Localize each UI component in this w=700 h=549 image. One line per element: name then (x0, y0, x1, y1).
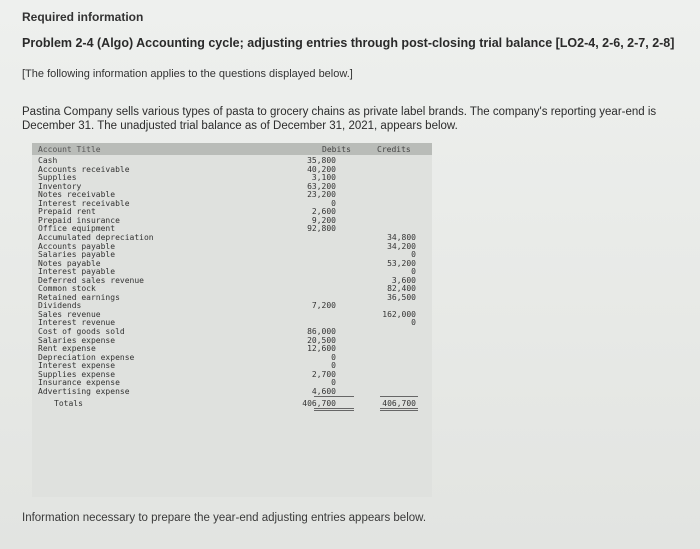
account-name: Deferred sales revenue (38, 275, 144, 285)
table-row (32, 336, 432, 345)
debit-amount: 20,500 (307, 335, 336, 345)
table-row (32, 327, 432, 336)
account-name: Accounts receivable (38, 164, 130, 174)
header-credits: Credits (377, 145, 411, 154)
credit-amount: 82,400 (387, 284, 416, 294)
table-row (32, 370, 432, 379)
debit-subtotal-rule (314, 396, 354, 397)
table-row (32, 361, 432, 370)
table-row (32, 216, 432, 225)
table-row (32, 267, 432, 276)
debit-amount: 0 (331, 378, 336, 388)
totals-label: Totals (54, 398, 83, 408)
credit-amount: 0 (411, 318, 416, 328)
table-row (32, 387, 432, 396)
account-name: Accumulated depreciation (38, 232, 154, 242)
account-name: Rent expense (38, 344, 96, 354)
account-name: Dividends (38, 301, 82, 311)
debit-amount: 86,000 (307, 327, 336, 336)
account-name: Supplies expense (38, 369, 116, 379)
totals-row (32, 399, 432, 408)
account-name: Interest payable (38, 267, 116, 277)
table-row (32, 242, 432, 251)
table-row (32, 199, 432, 208)
account-name: Common stock (38, 284, 96, 294)
debit-amount: 7,200 (311, 301, 336, 311)
account-name: Interest revenue (38, 318, 116, 328)
debit-amount: 63,200 (307, 181, 336, 191)
account-name: Advertising expense (38, 386, 130, 396)
account-name: Notes payable (38, 258, 101, 268)
table-row (32, 233, 432, 242)
table-row (32, 250, 432, 259)
info-note: [The following information applies to the questions displayed below.] (22, 68, 353, 80)
credit-total-double-rule (380, 410, 418, 411)
debit-amount: 2,700 (311, 369, 336, 379)
account-name: Sales revenue (38, 309, 101, 319)
total-debits: 406,700 (302, 398, 336, 408)
problem-title: Problem 2-4 (Algo) Accounting cycle; adjusting entries through post-closing trial balance [LO2-4, 2-6, 2-7, 2-8] (22, 36, 675, 50)
debit-amount: 2,600 (311, 207, 336, 217)
account-name: Office equipment (38, 224, 116, 234)
account-name: Salaries expense (38, 335, 116, 345)
debit-amount: 3,100 (311, 173, 336, 183)
credit-amount: 36,500 (387, 292, 416, 302)
debit-amount: 12,600 (307, 344, 336, 354)
table-row (32, 353, 432, 362)
credit-amount: 162,000 (382, 309, 416, 319)
debit-amount: 0 (331, 352, 336, 362)
credit-amount: 34,800 (387, 232, 416, 242)
table-row (32, 293, 432, 302)
debit-amount: 0 (331, 198, 336, 208)
debit-amount: 40,200 (307, 164, 336, 174)
credit-amount: 0 (411, 267, 416, 277)
credit-amount: 34,200 (387, 241, 416, 251)
table-row (32, 207, 432, 216)
account-name: Interest expense (38, 361, 116, 371)
credit-amount: 53,200 (387, 258, 416, 268)
trial-balance-header (32, 143, 432, 155)
table-row (32, 224, 432, 233)
account-name: Supplies (38, 173, 77, 183)
account-name: Prepaid insurance (38, 215, 120, 225)
account-name: Accounts payable (38, 241, 116, 251)
header-account-title: Account Title (38, 145, 101, 154)
header-debits: Debits (322, 145, 351, 154)
account-name: Cost of goods sold (38, 327, 125, 336)
account-name: Insurance expense (38, 378, 120, 388)
problem-intro: Pastina Company sells various types of pasta to grocery chains as private label brands. The company's reporting year-end is December 31. The unadjusted trial balance as of December 31, 2021, appears below. (22, 106, 657, 132)
account-name: Salaries payable (38, 250, 116, 260)
table-row (32, 173, 432, 182)
table-row (32, 310, 432, 319)
debit-total-double-rule (314, 410, 354, 411)
table-row (32, 190, 432, 199)
credit-amount: 3,600 (391, 275, 416, 285)
account-name: Notes receivable (38, 190, 116, 200)
account-name: Depreciation expense (38, 352, 135, 362)
credit-total-double-rule (380, 408, 418, 409)
table-row (32, 378, 432, 387)
table-row (32, 284, 432, 293)
table-row (32, 182, 432, 191)
table-row (32, 259, 432, 268)
account-name: Cash (38, 156, 58, 165)
debit-total-double-rule (314, 408, 354, 409)
debit-amount: 23,200 (307, 190, 336, 200)
debit-amount: 0 (331, 361, 336, 371)
debit-amount: 35,800 (307, 156, 336, 165)
table-row (32, 344, 432, 353)
required-information-heading: Required information (22, 10, 144, 24)
table-row (32, 156, 432, 165)
table-row (32, 301, 432, 310)
adjusting-info-text: Information necessary to prepare the year-end adjusting entries appears below. (22, 512, 427, 524)
account-name: Prepaid rent (38, 207, 96, 217)
credit-amount: 0 (411, 250, 416, 260)
trial-balance-table (32, 143, 432, 497)
debit-amount: 9,200 (311, 215, 336, 225)
total-credits: 406,700 (382, 398, 416, 408)
table-row (32, 276, 432, 285)
debit-amount: 4,600 (311, 386, 336, 396)
account-name: Interest receivable (38, 198, 130, 208)
account-name: Inventory (38, 181, 82, 191)
account-name: Retained earnings (38, 292, 120, 302)
table-row (32, 165, 432, 174)
credit-subtotal-rule (380, 396, 418, 397)
debit-amount: 92,800 (307, 224, 336, 234)
table-row (32, 318, 432, 327)
